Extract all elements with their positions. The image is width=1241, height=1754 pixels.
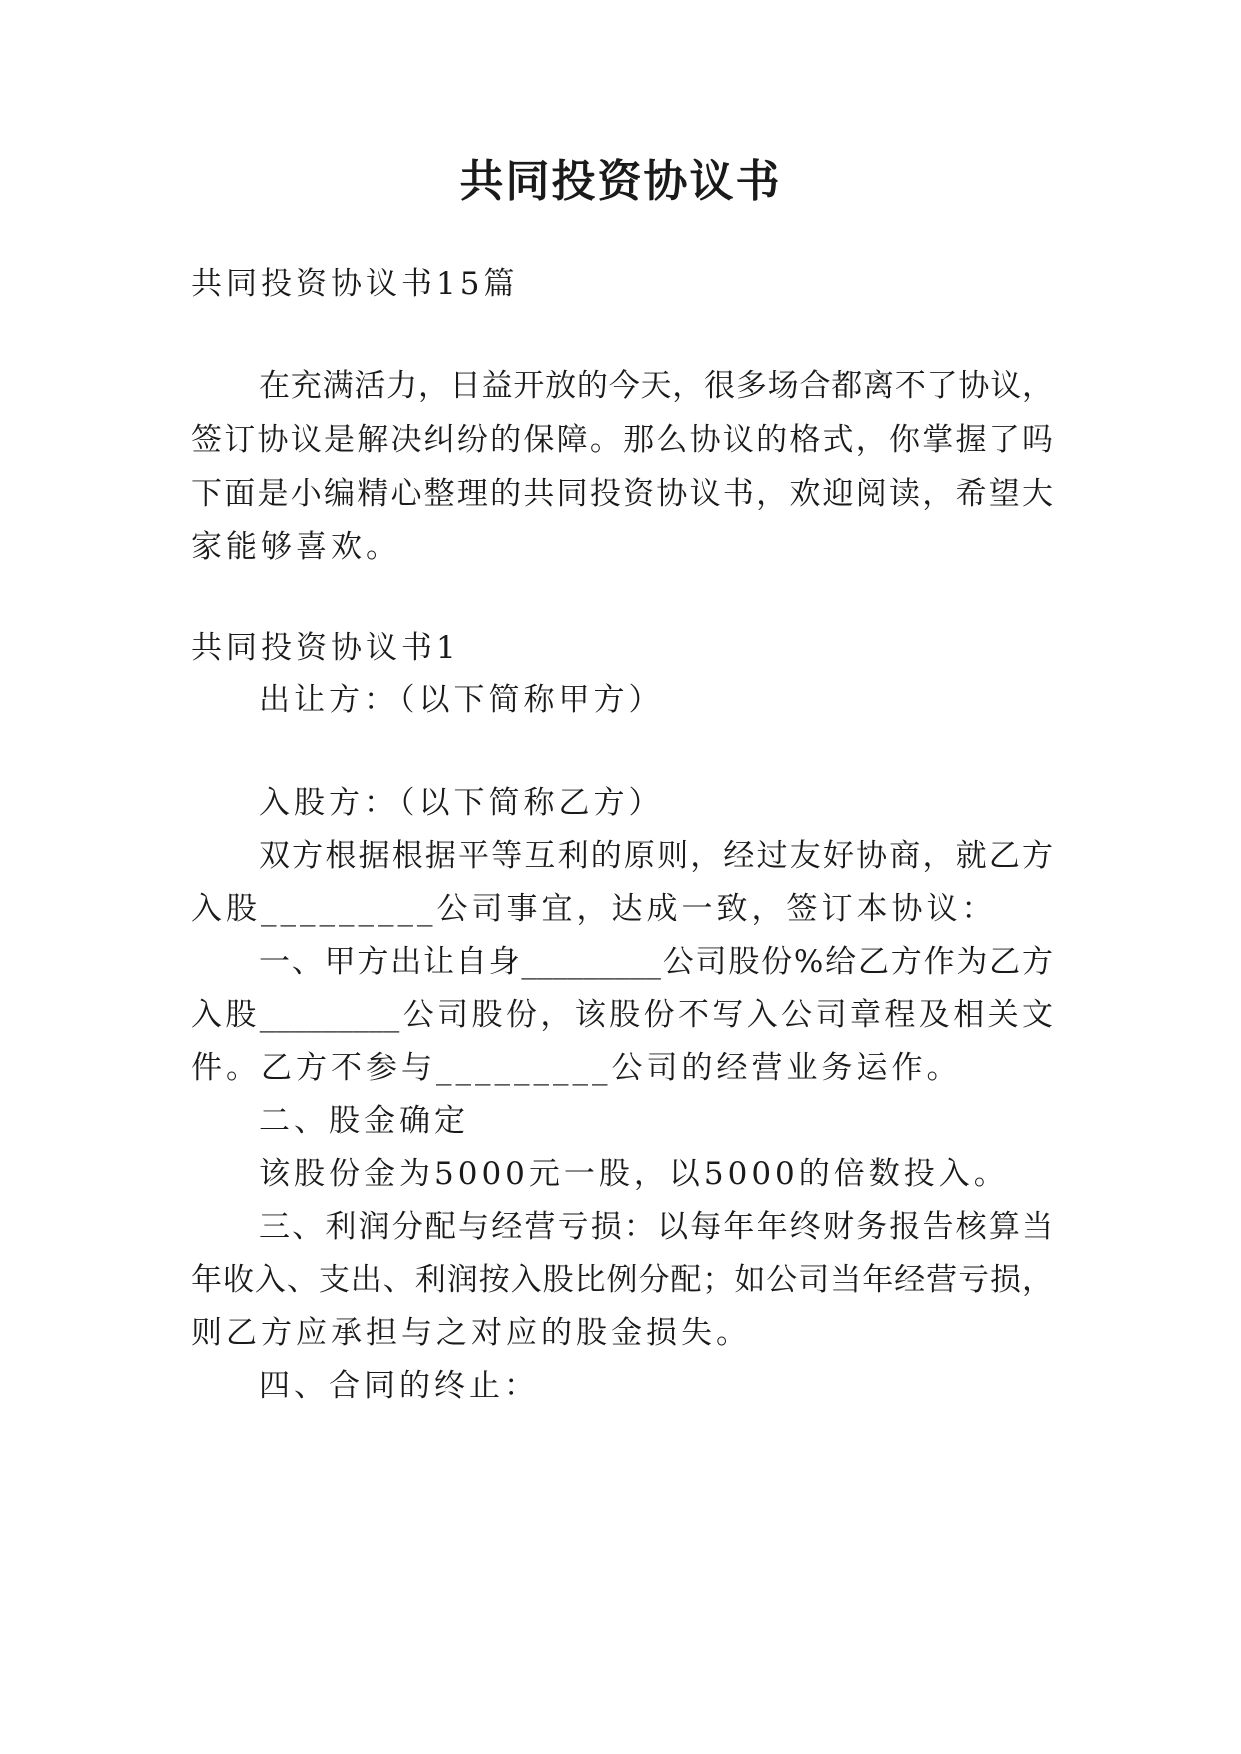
body-line-8: 三、利润分配与经营亏损：以每年年终财务报告核算当 bbox=[259, 1209, 1053, 1245]
intro-line-1: 在充满活力，日益开放的今天，很多场合都离不了协议， bbox=[259, 368, 1053, 404]
body-line-11: 四、合同的终止： bbox=[259, 1368, 539, 1404]
body-line-9: 年收入、支出、利润按入股比例分配；如公司当年经营亏损， bbox=[191, 1262, 1053, 1298]
body-line-6: 二、股金确定 bbox=[259, 1103, 469, 1139]
body-line-7: 该股份金为5000元一股，以5000的倍数投入。 bbox=[259, 1156, 1009, 1192]
party-a-line: 出让方：（以下简称甲方） bbox=[259, 682, 664, 718]
party-b-line: 入股方：（以下简称乙方） bbox=[259, 785, 664, 821]
body-line-10: 则乙方应承担与之对应的股金损失。 bbox=[191, 1315, 751, 1351]
body-line-5: 件。乙方不参与_________公司的经营业务运作。 bbox=[191, 1050, 962, 1086]
intro-line-3: 下面是小编精心整理的共同投资协议书，欢迎阅读，希望大 bbox=[191, 476, 1053, 512]
body-line-4: 入股_________公司股份，该股份不写入公司章程及相关文 bbox=[191, 997, 1053, 1033]
body-line-3: 一、甲方出让自身_________公司股份%给乙方作为乙方 bbox=[259, 944, 1053, 980]
document-title: 共同投资协议书 bbox=[459, 156, 782, 207]
intro-line-4: 家能够喜欢。 bbox=[191, 529, 401, 565]
body-line-1: 双方根据根据平等互利的原则，经过友好协商，就乙方 bbox=[259, 838, 1053, 874]
section-heading: 共同投资协议书1 bbox=[191, 630, 460, 666]
intro-line-2: 签订协议是解决纠纷的保障。那么协议的格式，你掌握了吗 bbox=[191, 422, 1053, 458]
body-line-2: 入股_________公司事宜，达成一致，签订本协议： bbox=[191, 891, 997, 927]
document-subtitle: 共同投资协议书15篇 bbox=[191, 266, 519, 302]
